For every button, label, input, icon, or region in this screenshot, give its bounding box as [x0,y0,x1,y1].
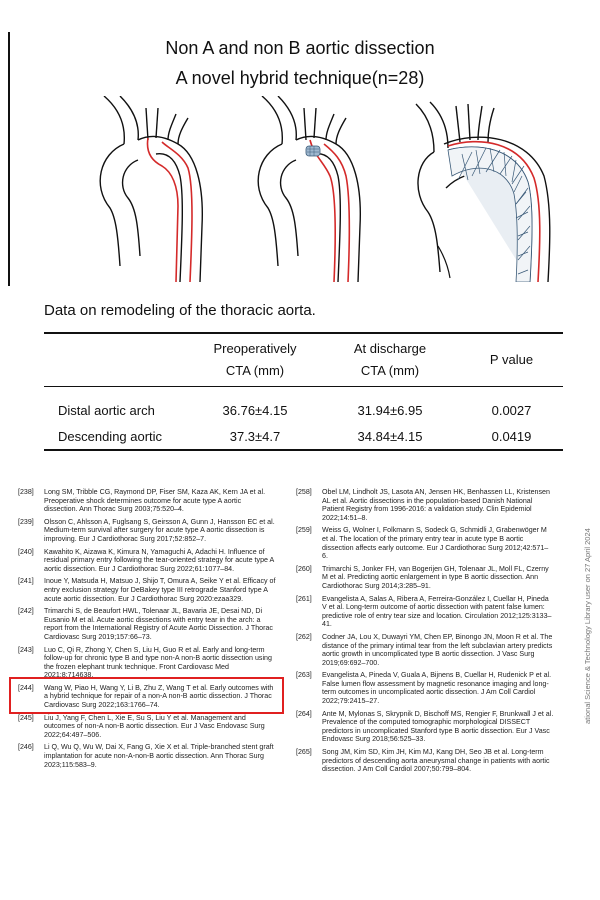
table-cell: 36.76±4.15 [222,402,288,418]
reference-text: Codner JA, Lou X, Duwayri YM, Chen EP, Binongo JN, Moon R et al. The distance of the primary intimal tear from the left subclavian artery predicts aortic growth in uncomplicated type B aortic dissection. J Vasc Surg 2019;69:692–700. [322,632,553,667]
header-discharge-line2: CTA (mm) [360,363,420,378]
reference-text: Song JM, Kim SD, Kim JH, Kim MJ, Kang DH, Seo JB et al. Long-term predictors of descending aorta aneurysmal change in patients with aortic dissection. J Am Coll Cardiol 2007;50:799–804. [322,748,550,774]
reference-text: Kawahito K, Aizawa K, Kimura N, Yamaguchi A, Adachi H. Influence of residual primary entry following the tear-oriented strategy for acute type A aortic dissection. Eur J Cardiothorac Surg 2022;61:1077–84. [44,547,274,573]
reference-text: Inoue Y, Matsuda H, Matsuo J, Shijo T, Omura A, Seike Y et al. Efficacy of entry exclusion strategy for DeBakey type III retrograde Stanford type A acute aortic dissection. Eur J Cardiothorac Surg 2020:ezaa329. [44,577,276,603]
reference-item [18,488,276,514]
reference-number: [244] [18,683,34,692]
reference-item [18,577,276,603]
slide-title: Non A and non B aortic dissection [165,38,435,58]
table-cell: 31.94±6.95 [357,402,423,418]
table-cell: 34.84±4.15 [320,423,460,450]
table-row [44,423,563,450]
reference-item [18,743,276,769]
header-cell-preop [190,333,320,387]
aorta-illustration-stent-graft [416,102,550,282]
reference-number: [265] [296,748,312,757]
table-cell: Descending aortic [44,423,190,450]
reference-item [296,565,554,591]
reference-text: Trimarchi S, Jonker FH, van Bogerijen GH, Tolenaar JL, Moll FL, Czerny M et al. Predicting aortic enlargement in type B aortic dissection. Ann Cardiothorac Surg 2014;3:285–91. [322,564,549,590]
reference-number: [245] [18,713,34,722]
aortic-illustrations [92,96,552,282]
reference-item [296,748,554,774]
table-cell: 0.0027 [491,402,532,418]
header-cell-blank [44,333,190,387]
reference-item [18,607,276,641]
reference-text: Weiss G, Wolner I, Folkmann S, Sodeck G, Schmidli J, Grabenwöger M et al. The location of the primary entry tear in acute type B aortic dissection affects early outcome. Eur J Cardiothorac Surg 2012;42:571–6. [322,526,549,561]
reference-list-right [296,488,554,778]
reference-text: Luo C, Qi R, Zhong Y, Chen S, Liu H, Guo R et al. Early and long-term follow-up for chronic type B and type non-A non-B aortic dissection using the frozen elephant trunk technique. Front Cardiovasc Med 2021;8:714638. [44,645,272,680]
reference-number: [246] [18,743,34,752]
header-cell-pvalue [460,333,563,387]
remodeling-table [44,332,563,451]
reference-item [18,714,276,740]
reference-number: [263] [296,671,312,680]
reference-number: [258] [296,488,312,496]
reference-text: Evangelista A, Pineda V, Guala A, Bijnens B, Cuellar H, Rudenick P et al. False lumen flow assessment by magnetic resonance imaging and long-term outcomes in uncomplicated aortic dissection. J Am Coll Cardiol 2022;79:2415–27. [322,671,552,706]
header-preop-line2: CTA (mm) [225,363,285,378]
reference-number: [264] [296,709,312,718]
reference-text: Trimarchi S, de Beaufort HWL, Tolenaar JL, Bavaria JE, Desai ND, Di Eusanio M et al. Acute aortic dissections with entry tear in the arch: a report from the International Registry of Acute Aortic Dissection. J Thorac Cardiovasc Surg 2019;157:66–73. [44,607,273,641]
slide-subtitle: A novel hybrid technique(n=28) [175,68,425,88]
reference-highlight-box [9,677,284,714]
reference-number: [259] [296,526,312,535]
reference-number: [240] [18,547,34,556]
header-preop-line1: Preoperatively [213,341,297,356]
reference-item [296,526,554,560]
reference-item [18,646,276,680]
table-cell: 37.3±4.7 [190,423,320,450]
reference-number: [261] [296,594,312,603]
header-discharge-line1: At discharge [353,341,427,356]
reference-number: [260] [296,564,312,573]
reference-text: Liu J, Yang F, Chen L, Xie E, Su S, Liu Y et al. Management and outcomes of non-A non-B aortic dissection. Eur J Vasc Endovasc Surg 2022;64:497–506. [44,713,265,739]
reference-text: Wang W, Piao H, Wang Y, Li B, Zhu Z, Wang T et al. Early outcomes with a hybrid technique for repair of a non-A non-B aortic dissection. J Thorac Cardiovasc Surg 2022;163:1766–74. [44,683,274,710]
reference-item [296,595,554,629]
reference-number: [238] [18,488,34,496]
reference-text: Obel LM, Lindholt JS, Lasota AN, Jensen HK, Benhassen LL, Kristensen AL et al. Aortic dissections in the population-based Danish National Patient Registry from 1996-2016: a validation study. Clin Epidemiol 2022;14:51–8. [322,488,550,522]
aorta-illustration-hybrid [258,96,360,282]
reference-item [296,710,554,744]
reference-number: [242] [18,607,34,616]
table-cell: 0.0419 [460,423,563,450]
reference-item [18,518,276,544]
reference-item [296,633,554,667]
table-cell: Distal aortic arch [58,402,155,418]
side-watermark [581,484,593,724]
reference-text: Olsson C, Ahlsson A, Fuglsang S, Geirsson A, Gunn J, Hansson EC et al. Medium-term survival after surgery for acute type A aortic dissection is improving. Eur J Cardiothorac Surg 2017;52:852–7. [44,517,275,543]
reference-number: [243] [18,645,34,654]
reference-number: [241] [18,577,34,586]
reference-number: [262] [296,632,312,641]
aorta-illustration-native [100,96,202,282]
reference-item [296,671,554,705]
header-cell-discharge [320,333,460,387]
reference-number: [239] [18,517,34,526]
reference-text: Li Q, Wu Q, Wu W, Dai X, Fang G, Xie X et al. Triple-branched stent graft implantation for acute non-A-non-B aortic dissection. Ann Thorac Surg 2023;115:583–9. [44,743,274,769]
table-row [44,387,563,424]
reference-list-left [18,488,276,773]
reference-text: Ante M, Mylonas S, Skrypnik D, Bischoff MS, Rengier F, Brunkwall J et al. Prevalence of the computed tomographic morphological DISSECT predictors in uncomplicated Stanford type B aortic dissection. Eur J Vasc Endovasc Surg 2018;56:525–33. [322,709,554,744]
table-header-row [44,333,563,387]
reference-text: Evangelista A, Salas A, Ribera A, Ferreira-González I, Cuellar H, Pineda V et al. Long-term outcome of aortic dissection with patent false lumen: predictive role of entry tear size and location. Circulation 2012;125:3133–41. [322,594,552,629]
table-caption: Data on remodeling of the thoracic aorta. [44,302,316,319]
header-pvalue-label: P value [489,352,534,367]
reference-item [18,548,276,574]
reference-text: Long SM, Tribble CG, Raymond DP, Fiser SM, Kaza AK, Kern JA et al. Preoperative shock determines outcome for acute type A aortic dissection. Ann Thorac Surg 2003;75:520–4. [44,488,266,514]
side-watermark-text: ational Science & Technology Library user on 27 April 2024 [583,528,592,724]
reference-item [296,488,554,522]
